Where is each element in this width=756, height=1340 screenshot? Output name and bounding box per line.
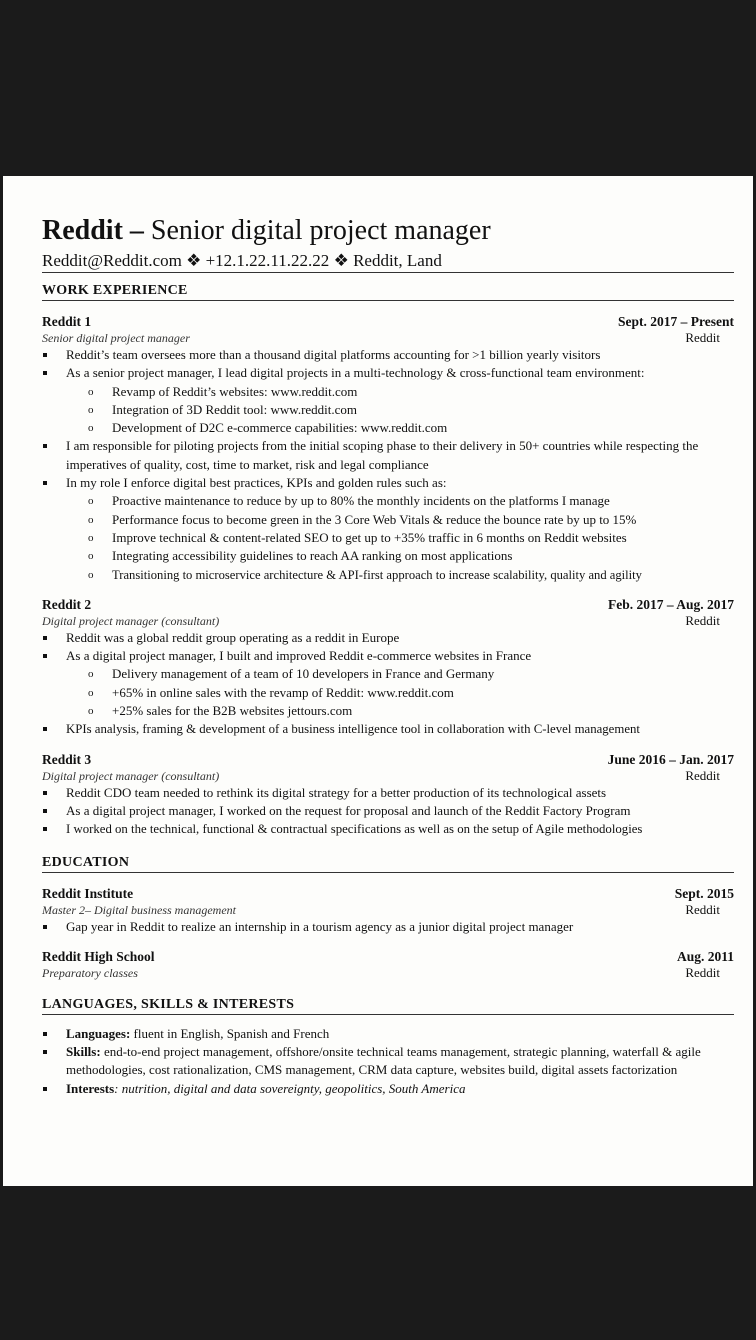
skills-skills (42, 1043, 734, 1080)
education-entry (42, 948, 734, 981)
sub-bullet-item: o Integrating accessibility guidelines to reach AA ranking on most applications (42, 547, 734, 565)
bullet-text: As a senior project manager, I lead digital projects in a multi-technology & cross-functional team environment: (66, 365, 645, 381)
job-bullets (42, 629, 734, 666)
languages-label: Languages: (66, 1025, 131, 1041)
education-header (42, 885, 734, 902)
sub-bullets (42, 665, 734, 720)
job-bullets (42, 720, 734, 738)
heading-company: Reddit (42, 215, 123, 246)
sub-bullet-item: o Development of D2C e-commerce capabilities: www.reddit.com (42, 419, 734, 437)
education-date: Sept. 2015 (674, 885, 734, 901)
sub-bullets (42, 383, 734, 438)
job-dates: June 2016 – Jan. 2017 (607, 751, 734, 767)
contact-email[interactable]: Reddit@Reddit.com (42, 251, 182, 270)
job-role: Digital project manager (consultant) (42, 768, 220, 783)
job-role: Senior digital project manager (42, 331, 190, 345)
job-dates: Feb. 2017 – Aug. 2017 (607, 596, 734, 612)
sub-bullet-item: o Transitioning to microservice architecture & API-first approach to increase scalability, quality and agility (42, 566, 734, 584)
bullet-item (42, 364, 734, 382)
section-skills: LANGUAGES, SKILLS & INTERESTS (42, 987, 734, 1015)
heading-dash: – (129, 215, 144, 246)
bullet-item: I worked on the technical, functional & contractual specifications as well as on the setup of Agile methodologies (42, 820, 734, 838)
contact-location: Reddit, Land (353, 251, 442, 270)
job-header (42, 751, 734, 768)
bullet-item: Gap year in Reddit to realize an internship in a tourism agency as a junior digital project manager (42, 918, 734, 936)
bullet-item: I am responsible for piloting projects from the initial scoping phase to their delivery in 50+ countries while respecting the imperatives of quality, cost, time to market, risk and legal compliance (42, 437, 734, 474)
contact-phone: +12.1.22.11.22.22 (205, 251, 330, 270)
job-location: Reddit (685, 767, 720, 783)
sub-bullet-item: o +25% sales for the B2B websites jettours.com (42, 702, 734, 720)
sub-bullets (42, 492, 734, 583)
sub-bullet-item: o Proactive maintenance to reduce by up to 80% the monthly incidents on the platforms I manage (42, 492, 734, 510)
skills-text: end-to-end project management, offshore/onsite technical teams management, strategic planning, waterfall & agile methodologies, cost rationalization, CMS management, CRM data capture, websites build, digital assets factorization (66, 1044, 701, 1078)
job-header (42, 596, 734, 613)
contact-separator: ❖ (333, 251, 349, 270)
skills-label: Skills: (66, 1044, 101, 1060)
resume-page (3, 176, 753, 1186)
education-location: Reddit (685, 901, 720, 917)
job-entry (42, 313, 734, 584)
skills-list (42, 1025, 734, 1098)
contact-line (42, 250, 734, 273)
job-subheader (42, 330, 734, 346)
sub-bullet-item: o Improve technical & content-related SEO to get up to +35% traffic in 6 months on Reddit websites (42, 529, 734, 547)
section-education: EDUCATION (42, 845, 734, 873)
sub-bullet-item: o Revamp of Reddit’s websites: www.reddit.com (42, 383, 734, 401)
job-company: Reddit 3 (42, 751, 92, 767)
education-school: Reddit High School (42, 948, 155, 964)
interests-label: Interests (66, 1080, 115, 1096)
job-bullets (42, 437, 734, 492)
education-program: Master 2– Digital business management (42, 902, 236, 917)
top-dark-border (0, 0, 756, 176)
education-bullets (42, 918, 734, 936)
resume-content (42, 214, 734, 1098)
job-entry (42, 596, 734, 739)
job-company: Reddit 2 (42, 596, 92, 612)
job-company: Reddit 1 (42, 314, 92, 329)
bullet-item: KPIs analysis, framing & development of a business intelligence tool in collaboration with C-level management (42, 720, 734, 738)
bottom-dark-border (0, 1186, 756, 1340)
bullet-item: In my role I enforce digital best practices, KPIs and golden rules such as: (42, 474, 734, 492)
resume-heading (42, 214, 734, 248)
job-location: Reddit (685, 612, 720, 628)
education-entry (42, 885, 734, 936)
skills-languages (42, 1025, 734, 1043)
job-location: Reddit (685, 330, 720, 345)
heading-title: Senior digital project manager (150, 215, 491, 246)
bullet-item: Reddit’s team oversees more than a thousand digital platforms accounting for >1 billion yearly visitors (42, 346, 734, 364)
job-entry (42, 751, 734, 839)
bullet-item: As a digital project manager, I worked on the request for proposal and launch of the Reddit Factory Program (42, 802, 734, 820)
job-bullets (42, 346, 734, 383)
interests-text: : nutrition, digital and data sovereignty, geopolitics, South America (114, 1080, 466, 1096)
job-bullets (42, 784, 734, 839)
section-work-experience: WORK EXPERIENCE (42, 273, 734, 301)
sub-bullet-item: o Delivery management of a team of 10 developers in France and Germany (42, 665, 734, 683)
sub-bullet-item: o Performance focus to become green in the 3 Core Web Vitals & reduce the bounce rate by up to 15% (42, 511, 734, 529)
sub-bullet-item: o Integration of 3D Reddit tool: www.reddit.com (42, 401, 734, 419)
job-dates: Sept. 2017 – Present (618, 314, 734, 329)
bullet-item: As a digital project manager, I built and improved Reddit e-commerce websites in France (42, 647, 734, 665)
education-location: Reddit (685, 964, 720, 980)
education-date: Aug. 2011 (676, 948, 734, 964)
education-subheader (42, 902, 734, 918)
job-subheader (42, 613, 734, 629)
education-subheader (42, 965, 734, 981)
education-school: Reddit Institute (42, 885, 134, 901)
education-header (42, 948, 734, 965)
sub-bullet-item: o +65% in online sales with the revamp of Reddit: www.reddit.com (42, 684, 734, 702)
contact-separator: ❖ (186, 251, 202, 270)
languages-text: fluent in English, Spanish and French (130, 1025, 330, 1041)
job-subheader (42, 768, 734, 784)
bullet-item: Reddit was a global reddit group operating as a reddit in Europe (42, 629, 734, 647)
education-program: Preparatory classes (42, 965, 138, 980)
job-role: Digital project manager (consultant) (42, 613, 220, 628)
bullet-item: Reddit CDO team needed to rethink its digital strategy for a better production of its technological assets (42, 784, 734, 802)
skills-interests (42, 1080, 734, 1098)
job-header (42, 313, 734, 330)
